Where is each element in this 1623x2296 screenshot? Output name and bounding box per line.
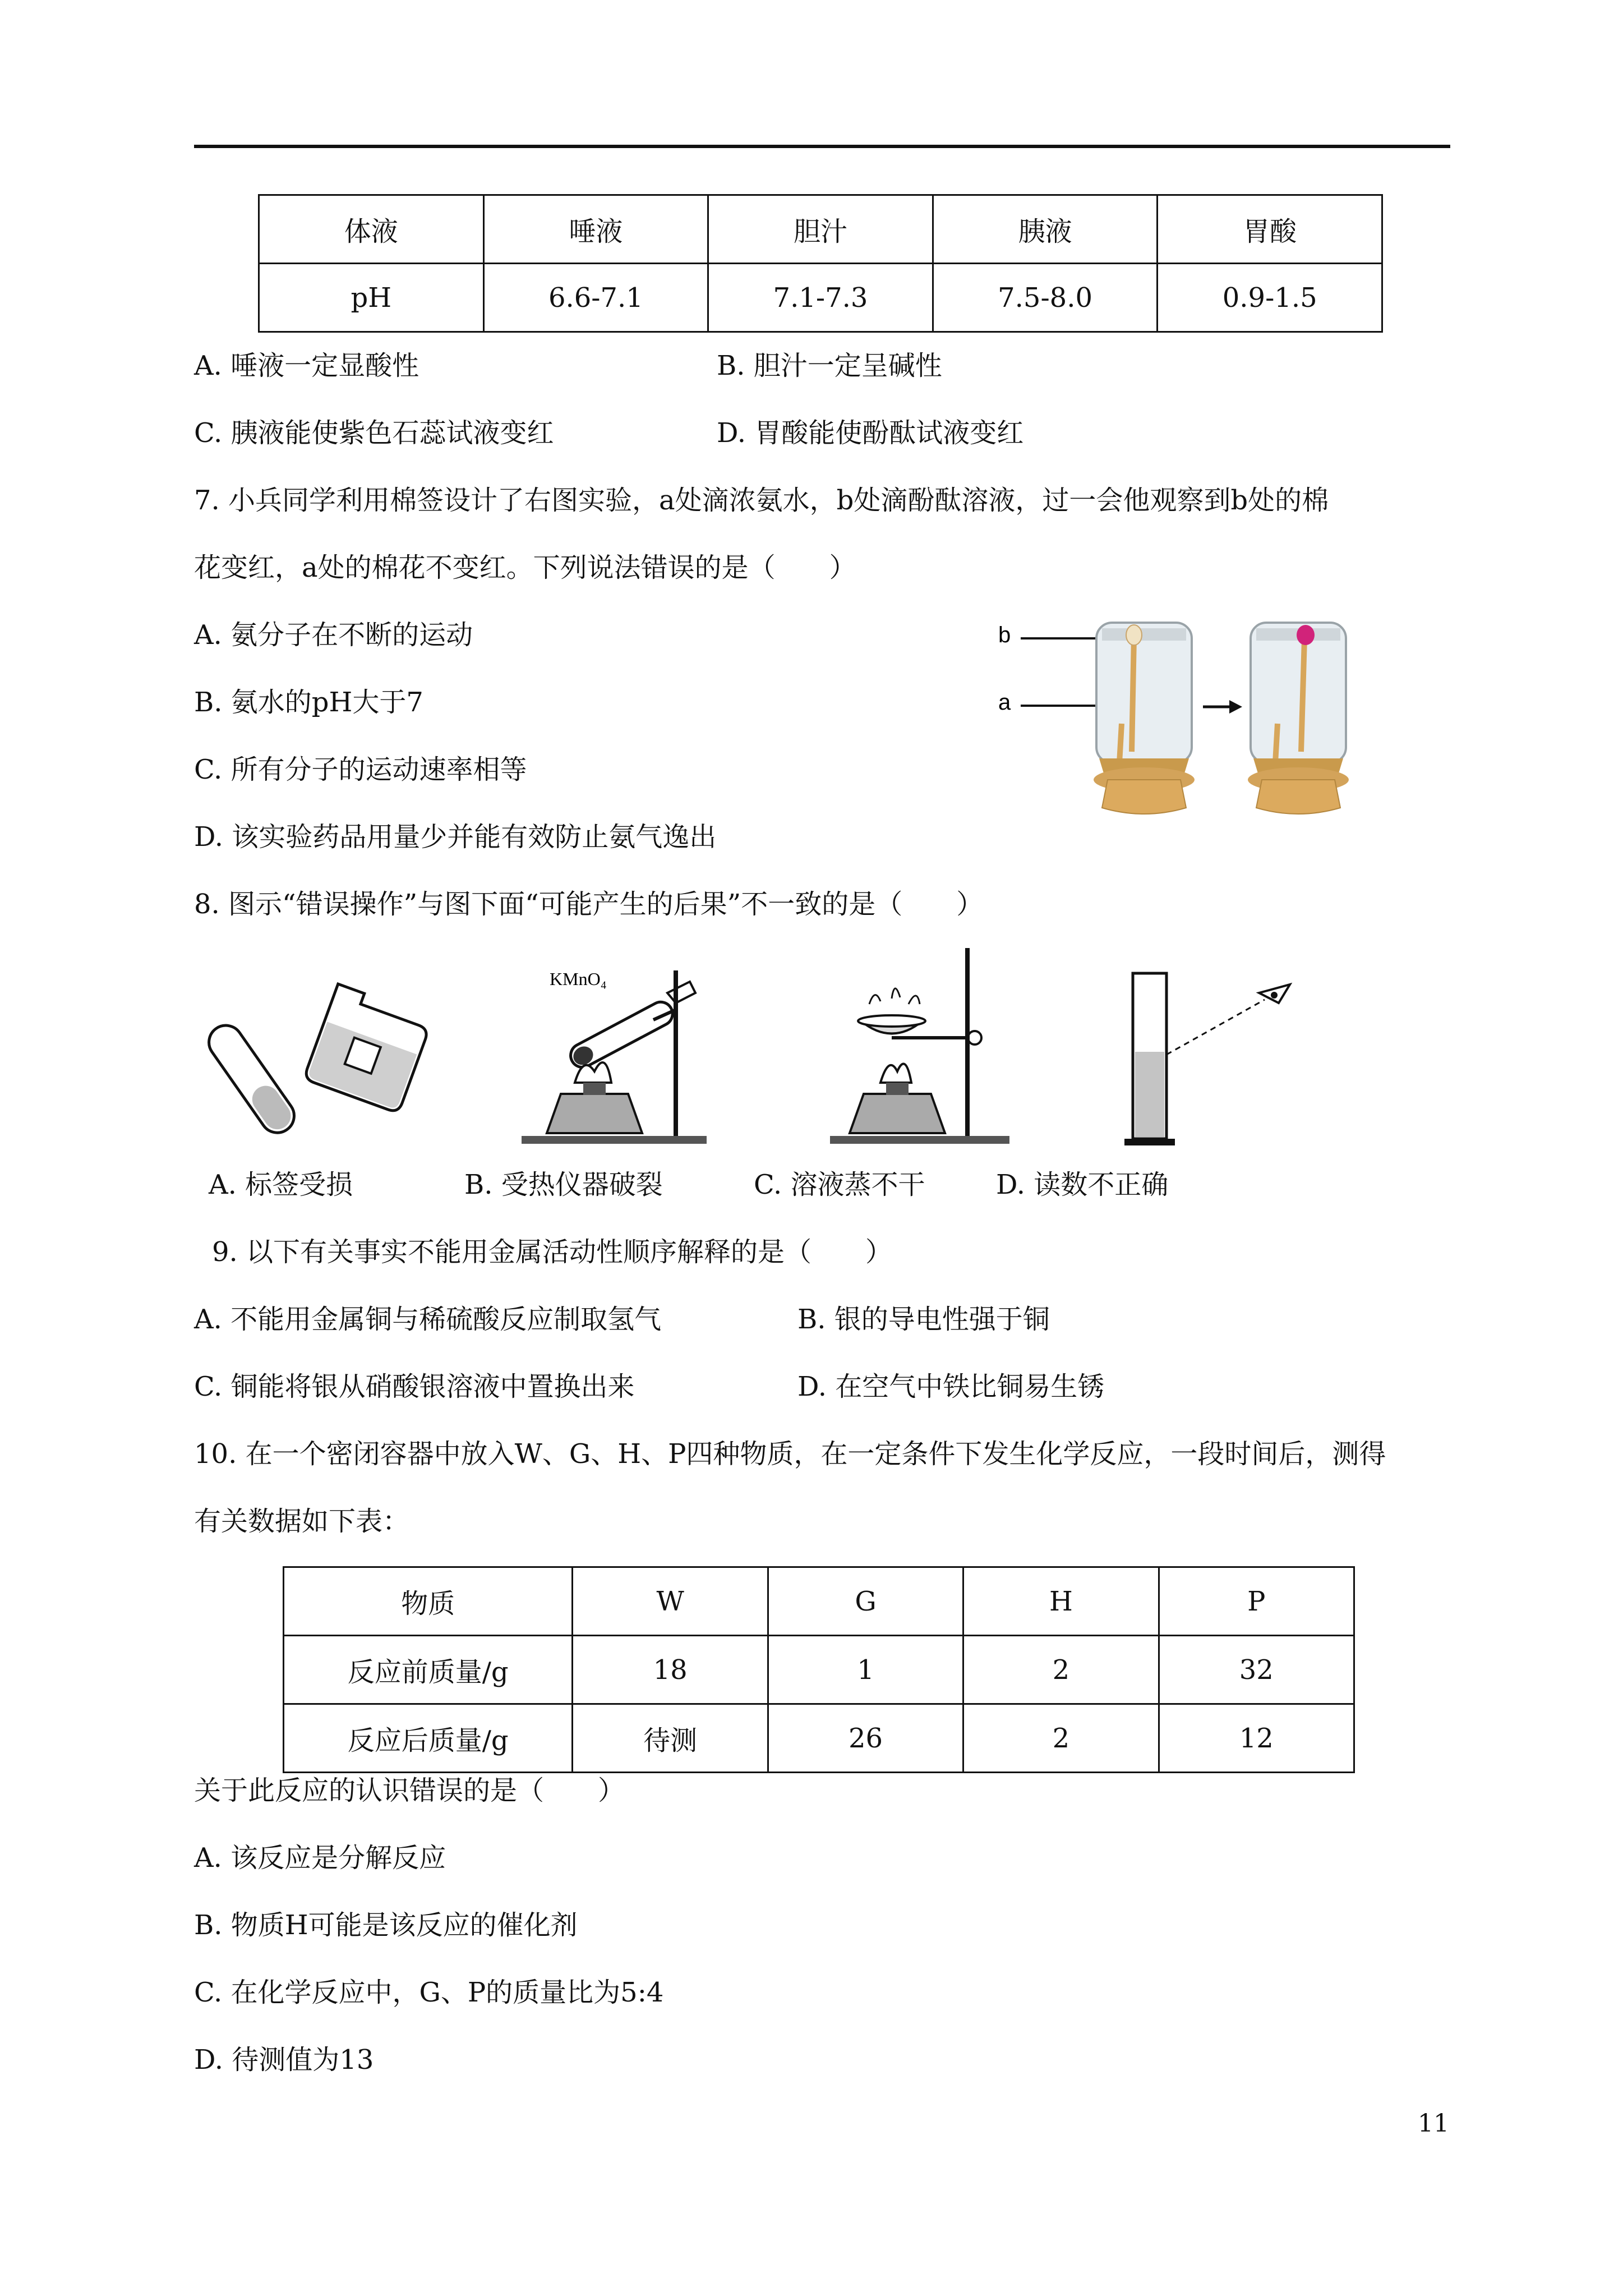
- ph-table-cell: pH: [259, 264, 484, 332]
- measuring-cylinder-figure: [1122, 970, 1307, 1150]
- q8-option-b: B. 受热仪器破裂: [464, 1169, 663, 1200]
- q10-option-a: A. 该反应是分解反应: [194, 1842, 446, 1874]
- mass-table-cell: 26: [768, 1704, 963, 1773]
- q7-option-d: D. 该实验药品用量少并能有效防止氨气逸出: [194, 821, 717, 853]
- q8-stem: 8. 图示“错误操作”与图下面“可能产生的后果”不一致的是（ ）: [194, 889, 984, 920]
- label-a: a: [998, 690, 1011, 715]
- ph-table: [258, 194, 1383, 333]
- q6-option-c: C. 胰液能使紫色石蕊试液变红: [194, 417, 554, 449]
- q7-option-c: C. 所有分子的运动速率相等: [194, 754, 527, 785]
- q10-option-b: B. 物质H可能是该反应的催化剂: [194, 1910, 578, 1941]
- bottle-after-icon: [1248, 623, 1349, 814]
- q6-option-a: A. 唾液一定显酸性: [194, 350, 419, 381]
- page-number: 11: [1418, 2109, 1449, 2138]
- mass-table-cell: 反应后质量/g: [284, 1704, 573, 1773]
- mass-table-header-cell: P: [1159, 1567, 1354, 1636]
- q7-stem-line1: 7. 小兵同学利用棉签设计了右图实验，a处滴浓氨水，b处滴酚酞溶液，过一会他观察到b处的棉: [194, 485, 1329, 516]
- mass-table-cell: 1: [768, 1636, 963, 1704]
- q8-option-d: D. 读数不正确: [996, 1169, 1169, 1200]
- q10-question: 关于此反应的认识错误的是（ ）: [194, 1775, 625, 1806]
- mass-table-cell: 待测: [573, 1704, 768, 1773]
- q8-option-a: A. 标签受损: [209, 1169, 353, 1200]
- q10-option-d: D. 待测值为13: [194, 2044, 374, 2076]
- ph-table-header-cell: 胆汁: [708, 195, 933, 264]
- ammonia-experiment-figure: [987, 611, 1357, 825]
- mass-table-header-cell: W: [573, 1567, 768, 1636]
- bottle-before-icon: [1094, 623, 1195, 814]
- ph-table-cell: 7.1-7.3: [708, 264, 933, 332]
- q7-stem-line2: 花变红，a处的棉花不变红。下列说法错误的是（ ）: [194, 552, 856, 583]
- q9-option-d: D. 在空气中铁比铜易生锈: [797, 1371, 1105, 1402]
- evaporating-dish-figure: [830, 942, 1066, 1156]
- ph-table-header-cell: 体液: [259, 195, 484, 264]
- q9-option-b: B. 银的导电性强于铜: [797, 1304, 1050, 1335]
- arrow-right-icon: [1203, 700, 1242, 714]
- q8-option-c: C. 溶液蒸不干: [754, 1169, 925, 1200]
- mass-table-cell: 12: [1159, 1704, 1354, 1773]
- kmno4-label: KMnO₄: [550, 969, 607, 989]
- ph-table-cell: 6.6-7.1: [483, 264, 708, 332]
- q10-option-c: C. 在化学反应中，G、P的质量比为5:4: [194, 1977, 664, 2008]
- ph-table-cell: 0.9-1.5: [1158, 264, 1382, 332]
- mass-table-header-cell: 物质: [284, 1567, 573, 1636]
- q10-stem-line2: 有关数据如下表：: [194, 1506, 410, 1537]
- mass-table-header-cell: H: [963, 1567, 1159, 1636]
- q9-option-c: C. 铜能将银从硝酸银溶液中置换出来: [194, 1371, 635, 1402]
- q9-stem: 9. 以下有关事实不能用金属活动性顺序解释的是（ ）: [212, 1236, 893, 1268]
- q7-option-a: A. 氨分子在不断的运动: [194, 619, 473, 651]
- mass-table-cell: 32: [1159, 1636, 1354, 1704]
- ph-table-header-cell: 唾液: [483, 195, 708, 264]
- ph-table-cell: 7.5-8.0: [933, 264, 1158, 332]
- heating-test-tube-figure: [522, 954, 780, 1156]
- mass-table: [283, 1566, 1355, 1773]
- mass-table-header-cell: G: [768, 1567, 963, 1636]
- mass-table-cell: 2: [963, 1704, 1159, 1773]
- pouring-liquid-figure: [208, 976, 454, 1144]
- q6-option-d: D. 胃酸能使酚酞试液变红: [717, 417, 1024, 449]
- q7-option-b: B. 氨水的pH大于7: [194, 687, 423, 718]
- header-rule: [194, 145, 1450, 148]
- q9-option-a: A. 不能用金属铜与稀硫酸反应制取氢气: [194, 1304, 662, 1335]
- ph-table-header-cell: 胰液: [933, 195, 1158, 264]
- mass-table-cell: 2: [963, 1636, 1159, 1704]
- mass-table-cell: 18: [573, 1636, 768, 1704]
- label-b: b: [998, 623, 1011, 647]
- ph-table-header-cell: 胃酸: [1158, 195, 1382, 264]
- q10-stem-line1: 10. 在一个密闭容器中放入W、G、H、P四种物质，在一定条件下发生化学反应，一段时间后，测得: [194, 1438, 1386, 1470]
- q6-option-b: B. 胆汁一定呈碱性: [717, 350, 942, 381]
- mass-table-cell: 反应前质量/g: [284, 1636, 573, 1704]
